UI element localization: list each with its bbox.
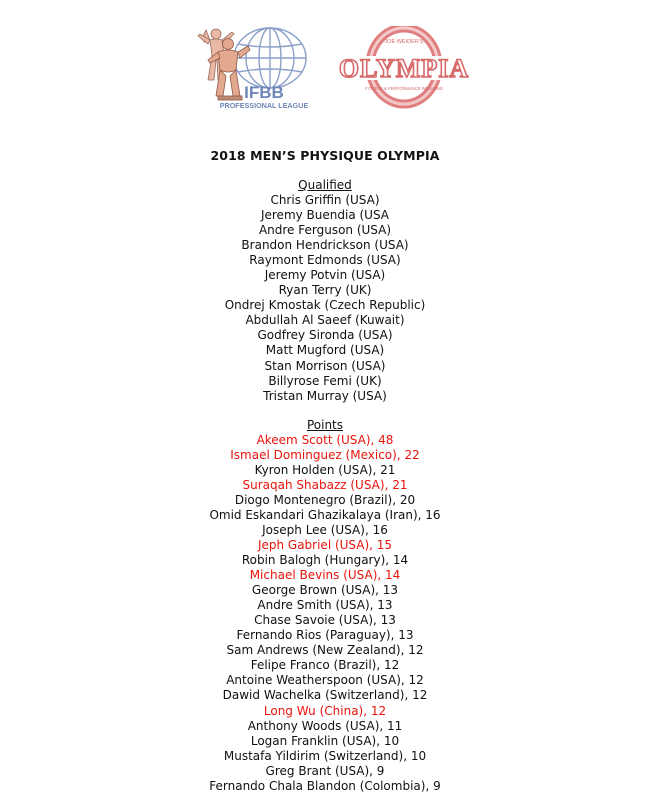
list-item: Andre Ferguson (USA) — [258, 223, 392, 238]
list-item: Raymont Edmonds (USA) — [249, 253, 401, 268]
list-item: Godfrey Sironda (USA) — [257, 328, 393, 343]
list-item: Abdullah Al Saeef (Kuwait) — [245, 313, 405, 328]
list-item: Dawid Wachelka (Switzerland), 12 — [222, 688, 428, 703]
ifbb-pro-league-logo — [192, 20, 322, 114]
results-lists — [0, 178, 650, 794]
header-logos — [0, 14, 650, 114]
section-spacer — [0, 404, 650, 418]
list-item: Logan Franklin (USA), 10 — [250, 733, 400, 748]
list-item: Jeph Gabriel (USA), 15 — [257, 537, 393, 552]
list-item: Jeremy Buendia (USA — [260, 208, 390, 223]
list-item: Greg Brant (USA), 9 — [265, 763, 385, 778]
ifbb-logo-subtitle: PROFESSIONAL LEAGUE — [219, 101, 309, 110]
list-item: Chase Savoie (USA), 13 — [254, 613, 396, 628]
olympia-logo-wordmark: OLYMPIA — [338, 54, 470, 83]
list-item: Sam Andrews (New Zealand), 12 — [226, 643, 424, 658]
list-item: Brandon Hendrickson (USA) — [241, 238, 409, 253]
list-item: Stan Morrison (USA) — [264, 358, 386, 373]
list-item: Diogo Montenegro (Brazil), 20 — [234, 492, 416, 507]
list-item: Mustafa Yildirim (Switzerland), 10 — [223, 748, 427, 763]
list-item: Felipe Franco (Brazil), 12 — [250, 658, 400, 673]
list-item: Tristan Murray (USA) — [263, 388, 387, 403]
points-list — [0, 433, 650, 794]
list-item: Kyron Holden (USA), 21 — [254, 462, 396, 477]
olympia-logo — [330, 26, 478, 110]
list-item: Ondrej Kmostak (Czech Republic) — [224, 298, 426, 313]
document-title: 2018 MEN’S PHYSIQUE OLYMPIA — [210, 148, 440, 163]
list-item: Billyrose Femi (UK) — [268, 373, 382, 388]
list-item: Akeem Scott (USA), 48 — [256, 432, 394, 447]
list-item: Andre Smith (USA), 13 — [257, 598, 393, 613]
list-item: Suraqah Shabazz (USA), 21 — [242, 477, 408, 492]
list-item: Ismael Dominguez (Mexico), 22 — [230, 447, 420, 462]
olympia-logo-arc-top: JOE WEIDER'S — [384, 39, 424, 45]
list-item: Michael Bevins (USA), 14 — [249, 568, 401, 583]
points-heading: Points — [306, 417, 344, 432]
list-item: Antoine Weatherspoon (USA), 12 — [226, 673, 424, 688]
list-item: Fernando Chala Blandon (Colombia), 9 — [209, 778, 441, 793]
list-item: Chris Griffin (USA) — [270, 193, 380, 207]
list-item: Jeremy Potvin (USA) — [264, 268, 386, 283]
qualified-list — [0, 193, 650, 404]
qualified-heading: Qualified — [298, 178, 352, 192]
ifbb-logo-title: IFBB — [244, 83, 284, 102]
list-item: Matt Mugford (USA) — [265, 343, 385, 358]
list-item: Anthony Woods (USA), 11 — [247, 718, 403, 733]
list-item: Robin Balogh (Hungary), 14 — [241, 553, 409, 568]
olympia-logo-arc-bottom: FITNESS & PERFORMANCE WEEKEND — [365, 86, 443, 91]
list-item: George Brown (USA), 13 — [251, 583, 399, 598]
list-item: Joseph Lee (USA), 16 — [262, 522, 388, 537]
list-item: Fernando Rios (Paraguay), 13 — [236, 628, 414, 643]
list-item: Omid Eskandari Ghazikalaya (Iran), 16 — [209, 507, 441, 522]
list-item: Ryan Terry (UK) — [278, 283, 372, 298]
list-item: Long Wu (China), 12 — [263, 703, 387, 718]
